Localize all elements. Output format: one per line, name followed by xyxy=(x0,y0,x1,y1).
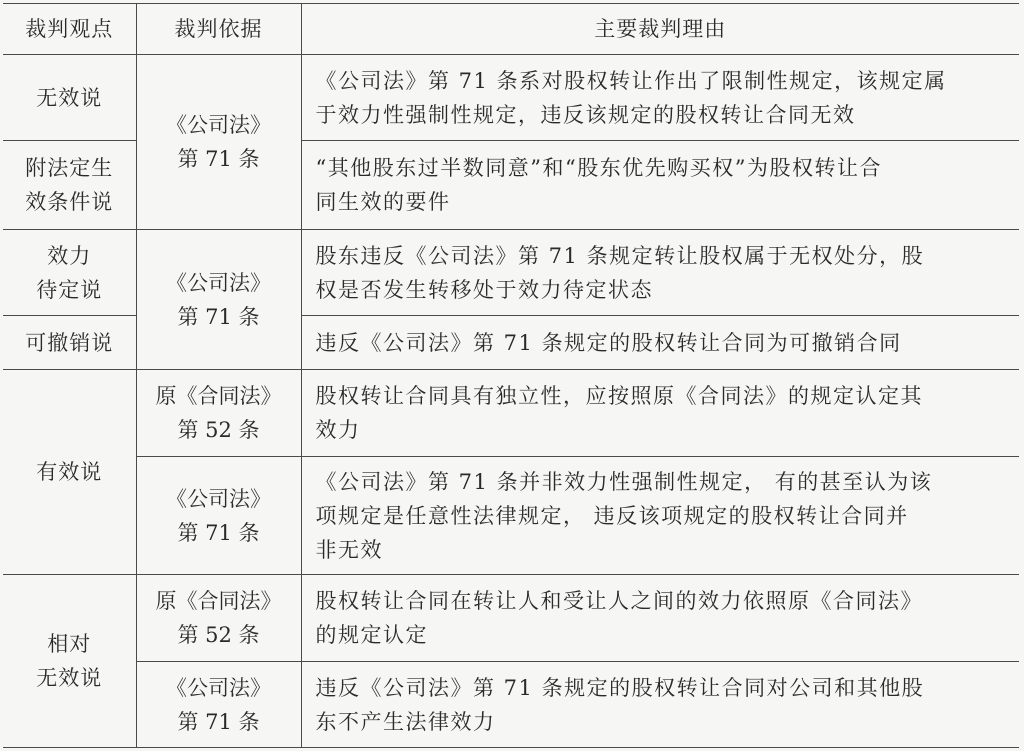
reason-cell xyxy=(301,230,1019,316)
reason-line: 股东违反《公司法》第 71 条规定转让股权属于无权处分，股 xyxy=(315,243,925,268)
reason-cell xyxy=(301,55,1019,141)
reason-line: 效力 xyxy=(315,418,361,442)
reason-cell xyxy=(301,141,1019,230)
reason-line: 东不产生法律效力 xyxy=(315,709,496,734)
basis-cell xyxy=(136,230,301,370)
reason-line: 同生效的要件 xyxy=(315,190,451,214)
basis-article: 第 71 条 xyxy=(177,147,260,171)
reason-line: 违反《公司法》第 71 条规定的股权转让合同对公司和其他股 xyxy=(315,675,925,700)
reason-cell xyxy=(301,575,1019,662)
basis-article: 第 71 条 xyxy=(177,520,260,545)
view-cell xyxy=(3,575,136,748)
judgment-views-table xyxy=(3,3,1019,748)
reason-line: 违反《公司法》第 71 条规定的股权转让合同为可撤销合同 xyxy=(315,330,902,355)
basis-law: 《公司法》 xyxy=(166,486,271,511)
basis-law: 《公司法》 xyxy=(166,675,271,700)
reason-cell xyxy=(301,457,1019,575)
table-row xyxy=(3,457,1019,575)
reason-line: 股权转让合同具有独立性，应按照原《合同法》的规定认定其 xyxy=(315,384,923,408)
basis-article: 第 71 条 xyxy=(177,304,260,329)
reason-cell xyxy=(301,316,1019,370)
reason-line: 于效力性强制性规定，违反该规定的股权转让合同无效 xyxy=(315,102,856,127)
reason-line: “其他股东过半数同意”和“股东优先购买权”为股权转让合 xyxy=(315,156,882,180)
view-cell xyxy=(3,230,136,316)
view-text: 待定说 xyxy=(36,277,103,302)
view-text: 无效说 xyxy=(36,85,103,110)
basis-law: 原《合同法》 xyxy=(155,384,282,408)
header-basis: 裁判依据 xyxy=(136,4,301,55)
basis-article: 第 71 条 xyxy=(177,709,260,734)
basis-cell xyxy=(136,370,301,457)
basis-cell xyxy=(136,55,301,230)
table-row xyxy=(3,55,1019,141)
view-text: 附法定生 xyxy=(25,156,114,180)
reason-line: 项规定是任意性法律规定， 违反该项规定的股权转让合同并 xyxy=(315,503,909,528)
view-text: 效力 xyxy=(47,243,92,268)
basis-article: 第 52 条 xyxy=(177,623,260,647)
table-row xyxy=(3,230,1019,316)
table-row xyxy=(3,575,1019,662)
view-text: 相对 xyxy=(47,632,92,656)
reason-line: 《公司法》第 71 条并非效力性强制性规定， 有的甚至认为该 xyxy=(315,469,933,494)
reason-line: 股权转让合同在转让人和受让人之间的效力依照原《合同法》 xyxy=(315,589,923,613)
header-row xyxy=(3,4,1019,55)
view-cell xyxy=(3,316,136,370)
basis-law: 《公司法》 xyxy=(166,113,271,137)
basis-law: 原《合同法》 xyxy=(155,589,282,613)
view-text: 可撤销说 xyxy=(25,330,114,355)
reason-line: 权是否发生转移处于效力待定状态 xyxy=(315,277,653,302)
table-row xyxy=(3,662,1019,748)
view-text: 有效说 xyxy=(36,460,103,484)
view-text: 无效说 xyxy=(36,666,103,690)
basis-article: 第 52 条 xyxy=(177,418,260,442)
view-cell xyxy=(3,55,136,141)
header-view: 裁判观点 xyxy=(3,4,136,55)
basis-cell xyxy=(136,575,301,662)
reason-cell xyxy=(301,370,1019,457)
basis-cell xyxy=(136,662,301,748)
view-cell xyxy=(3,141,136,230)
reason-line: 《公司法》第 71 条系对股权转让作出了限制性规定，该规定属 xyxy=(315,68,947,93)
reason-cell xyxy=(301,662,1019,748)
basis-law: 《公司法》 xyxy=(166,270,271,295)
reason-line: 的规定认定 xyxy=(315,623,428,647)
table-row xyxy=(3,370,1019,457)
reason-line: 非无效 xyxy=(315,537,383,562)
header-reason: 主要裁判理由 xyxy=(301,4,1019,55)
view-text: 效条件说 xyxy=(25,190,114,214)
view-cell xyxy=(3,370,136,575)
basis-cell xyxy=(136,457,301,575)
